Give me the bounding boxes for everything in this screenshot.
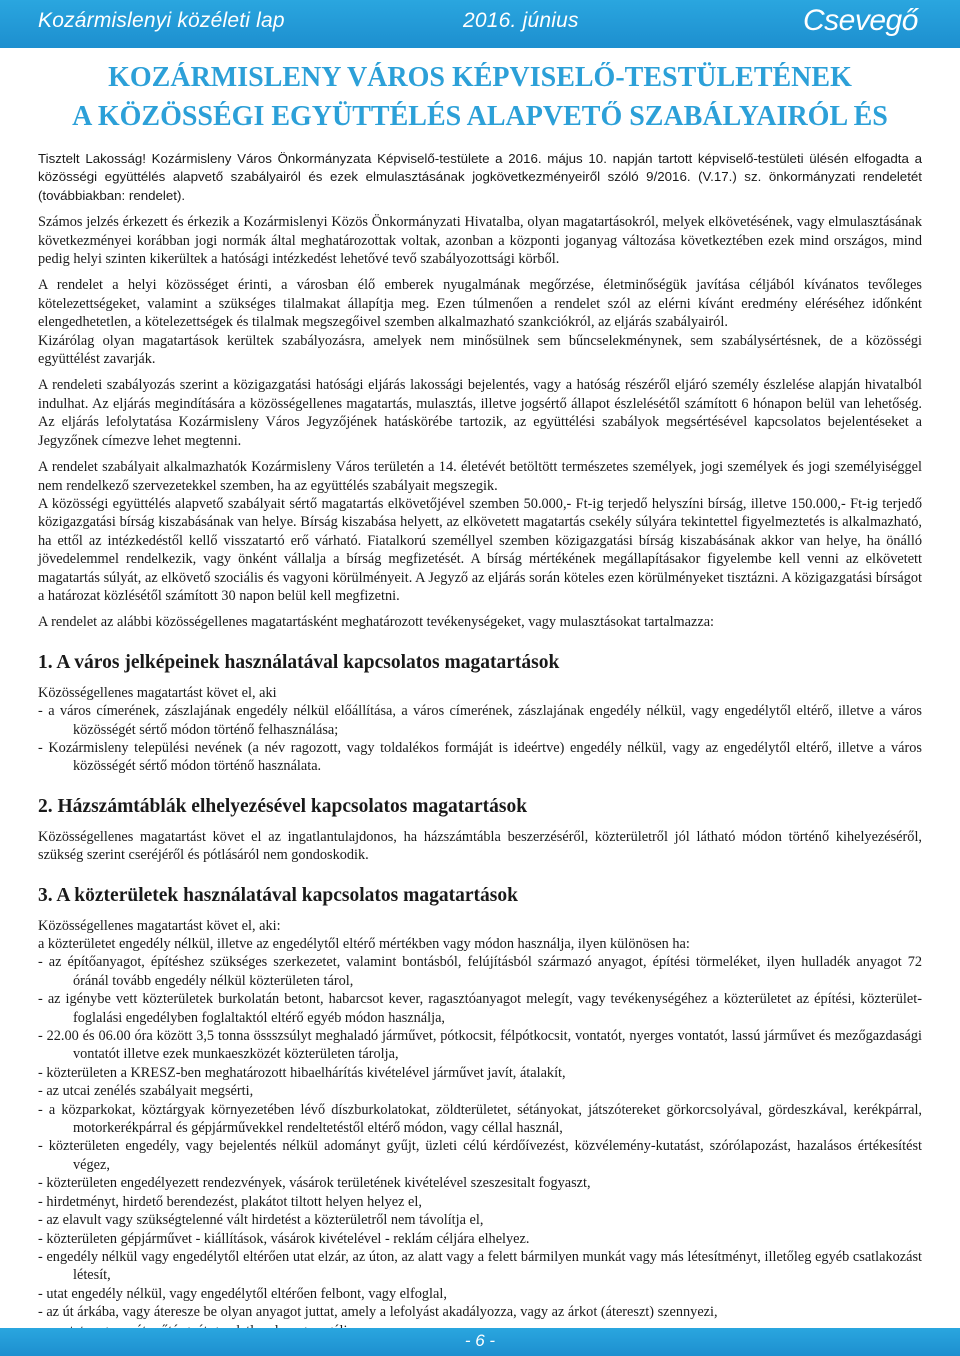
- footer-band: [0, 1328, 960, 1356]
- list-item: - közterületen engedély, vagy bejelentés nélkül adományt gyűjt, üzleti célú kérdőívezést, közvélemény-kutatást, szórólapozást, hazalásos értékesítést végez,: [38, 1138, 922, 1173]
- article-title-line-2: A KÖZÖSSÉGI EGYÜTTÉLÉS ALAPVETŐ SZABÁLYAIRÓL ÉS: [72, 101, 888, 132]
- list-item: - az utcai zenélés szabályait megsérti,: [38, 1083, 254, 1100]
- article-body: [38, 150, 922, 1340]
- section-heading: 2. Házszámtáblák elhelyezésével kapcsolatos magatartások: [38, 795, 528, 817]
- page-number: - 6 -: [464, 1331, 496, 1350]
- section-lead-2: a közterületet engedély nélkül, illetve az engedélytől eltérő mértékben vagy módon használja, ilyen különösen ha:: [38, 936, 690, 952]
- section-list: [38, 953, 922, 1340]
- header-band: [0, 0, 960, 48]
- section-heading: 3. A közterületek használatával kapcsolatos magatartások: [38, 884, 518, 906]
- section-list: [38, 702, 922, 776]
- body-paragraph: Számos jelzés érkezett és érkezik a Kozármislenyi Közös Önkormányzati Hivatalba, olyan magatartásokról, melyek elkövetésének, vagy elmulasztásának következményei korábban jogi normák által meghatározottak voltak, azonban a központi joganyag változása következtében ezek mind országos, mind pedig helyi szinten kikerültek a hatósági intézkedést lehetővé tevő szabályozottsági körből.: [38, 214, 922, 268]
- list-item: - 22.00 és 06.00 óra között 3,5 tonna össszsúlyt meghaladó járművet, pótkocsit, félpótkocsit, vontatót, nyerges vontatót, lassú járművet és mezőgazdasági vontatót illetve ezek munkaeszközét közterületen tárolja,: [38, 1028, 922, 1063]
- list-item: - közterületen gépjárművet - kiállítások, vásárok kivételével - reklám céljára elhelyez.: [38, 1230, 530, 1247]
- body-paragraph: A közösségi együttélés alapvető szabályait sértő magatartás elkövetőjével szemben 50.000,- Ft-ig terjedő helyszíni bírság, illetve 150.000,- Ft-ig terjedő közigazgatási bírság kiszabásának van helye. Bírság kiszabása helyett, az elkövetett magatartás csekély súlyára tekintettel figyelmeztetés is alkalmazható, ha ettől az intézkedéstől kellő visszatartó erő várható. Fiatalkorú személlyel szemben közigazgatási bírság kiszabásának akkor van helye, ha önálló jövedelemmel rendelkezik, vagy önként vállalja a bírság megfizetését. A bírság mértékének megállapításakor figyelembe kell venni az elkövetett magatartás súlyát, az elkövető szociális és vagyoni körülményeit. A Jegyző az eljárás során köteles ezen körülményeket tisztázni. A közigazgatási bírságot a határozat közlésétől számított 30 napon belül kell megfizetni.: [38, 495, 922, 604]
- list-item: - a közparkokat, köztárgyak környezetében lévő díszburkolatokat, zöldterületet, sétányokat, játszótereket görkorcsolyával, gördeszkával, kerékpárral, motorkerékpárral és gépjárművekkel rendeltetéstől eltérő módon, vagy céllal használ,: [38, 1101, 922, 1137]
- section-lead: Közösségellenes magatartást követ el az ingatlantulajdonos, ha házszámtábla beszerzéséről, közterületről jól látható módon történő kihelyezéséről, szükség szerint cseréjéről és pótlásáról nem gondoskodik.: [38, 828, 922, 864]
- body-paragraph: Kizárólag olyan magatartások kerültek szabályozásra, amelyek nem minősülnek sem bűncselekménynek, sem szabálysértésnek, de a közösségi együttélést zavarják.: [38, 332, 922, 368]
- list-item: - az építőanyagot, építéshez szükséges szerkezetet, valamint bontásból, felújításból származó anyagot, építési törmeléket, ilyen hulladék anyagot 72 óránál tovább engedély nélkül közterületen tárol,: [38, 954, 922, 989]
- body-paragraph: A rendelet az alábbi közösségellenes magatartásként meghatározott tevékenységeket, vagy mulasztásokat tartalmazza:: [38, 614, 715, 631]
- body-paragraph: A rendelet szabályait alkalmazhatók Kozármisleny Város területén a 14. életévét betöltött természetes személyek, jogi személyek és jogi személyiséggel nem rendelkező szervezetekkel szemben, ha az együttélés szabályait megszegik.: [38, 459, 922, 494]
- list-item: - közterületen a KRESZ-ben meghatározott hibaelhárítás kivételével járművet javít, átalakít,: [38, 1064, 566, 1081]
- list-item: - a város címerének, zászlajának engedély nélkül előállítása, a város címerének, zászlajának engedély nélkül, vagy engedélytől eltérő, illetve a város közösségét sértő módon történő felhasználása;: [38, 703, 922, 738]
- list-item: - utat engedély nélkül, vagy engedélytől eltérően felbont, vagy elfoglal,: [38, 1285, 447, 1302]
- list-item: - közterületen engedélyezett rendezvények, vásárok területének kivételével szeszesitalt fogyaszt,: [38, 1175, 591, 1192]
- list-item: - hirdetményt, hirdető berendezést, plakátot tiltott helyen helyez el,: [38, 1193, 422, 1210]
- list-item: - az elavult vagy szükségtelenné vált hirdetést a közterületről nem távolítja el,: [38, 1212, 484, 1229]
- body-paragraph: A rendeleti szabályozás szerint a közigazgatási hatósági eljárás lakossági bejelentés, vagy a hatóság részéről eljáró személy észlelése alapján hivatalból indulhat. Az eljárás megindítására a közösségellenes magatartás, mulasztás, illetve jogsértő állapot észlelésétől számított 6 hónapon belül van lehetőség. Az eljárás lefolytatása Kozármisleny Város Jegyzőjének hatáskörébe tartozik, az együttélési szabályok megsértésével kapcsolatos bejelentéseket a Jegyzőnek címezve lehet megtenni.: [38, 377, 922, 449]
- list-item: - Kozármisleny települési nevének (a név ragozott, vagy toldalékos formáját is ideértve) engedély nélkül, vagy az engedélytől eltérő, illetve a város közösségét sértő módon történő használata.: [38, 739, 922, 775]
- issue-date: 2016. június: [463, 9, 579, 32]
- article-title-line-1: KOZÁRMISLENY VÁROS KÉPVISELŐ-TESTÜLETÉNEK: [108, 62, 852, 93]
- section-lead: Közösségellenes magatartást követ el, aki:: [38, 917, 281, 934]
- brand-logo-text: Csevegő: [803, 4, 918, 37]
- publication-name: Kozármislenyi közéleti lap: [38, 9, 285, 32]
- list-item: - az út árkába, vagy áteresze be olyan anyagot juttat, amely a lefolyást akadályozza, vagy az árkot (átereszt) szennyezi,: [38, 1304, 718, 1321]
- intro-paragraph: Tisztelt Lakosság! Kozármisleny Város Önkormányzata Képviselő-testülete a 2016. május 10. napján tartott képviselő-testületi ülésén elfogadta a közösségi együttélés alapvető szabályairól és ezek elmulasztásának jogkövetkezményeiről szóló 9/2016. (V.17.) sz. önkormányzati rendeletét (továbbiakban: rendelet).: [38, 151, 922, 203]
- list-item: - az igénybe vett közterületek burkolatán betont, habarcsot kever, ragasztóanyagot melegít, vagy tevékenységéhez a közterületet az építési, közterület-foglalási engedélyben foglaltaktól eltérő egyéb módon használja,: [38, 991, 922, 1026]
- body-paragraph: A rendelet a helyi közösséget érinti, a városban élő emberek nyugalmának megőrzése, életminőségük javítása céljából kívánatos tevőleges kötelezettségeket, valamint a szükséges tilalmakat állapítja meg. Ezen túlmenően a rendelet szól az elérni kívánt eredmény eléréséhez időnként elengedhetetlen, a kötelezettségek és tilalmak megszegőivel szemben alkalmazható szankciókról, az eljárás szabályairól.: [38, 277, 922, 331]
- section-heading: 1. A város jelképeinek használatával kapcsolatos magatartások: [38, 651, 560, 673]
- section-lead: Közösségellenes magatartást követ el, aki: [38, 684, 277, 701]
- list-item: - engedély nélkül vagy engedélytől eltérően utat elzár, az úton, az alatt vagy a felett bármilyen munkát vagy más létesítményt, illetőleg egyéb csatlakozást létesít,: [38, 1248, 922, 1284]
